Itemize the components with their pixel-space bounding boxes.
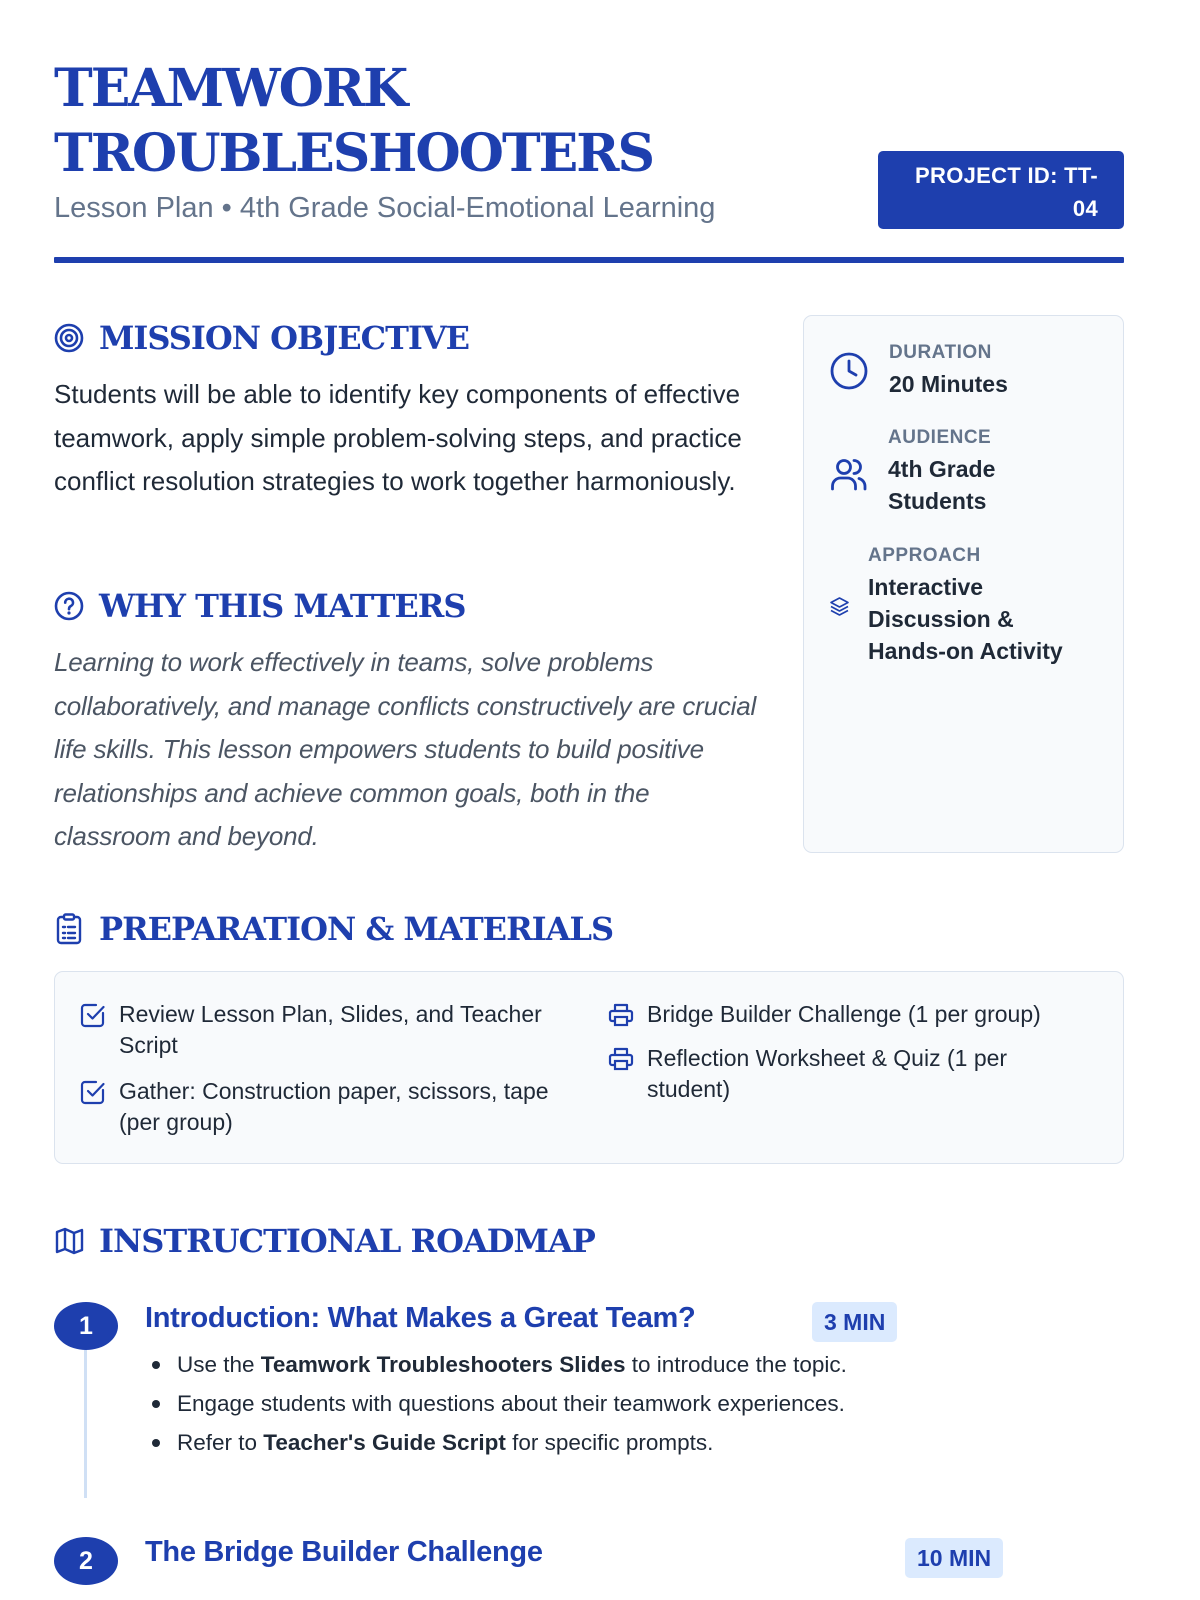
instructional-roadmap-heading [54,1221,595,1261]
users-icon [829,454,869,494]
duration-value: 20 Minutes [889,371,1008,397]
material-item [608,999,1108,1030]
step-number: 2 [54,1537,118,1585]
why-this-matters-text: Learning to work effectively in teams, solve problems collaboratively, and manage conflicts constructively are crucial life skills. This lesson empowers students to build positive relationships and achieve common goals, both in the classroom and beyond. [54,647,757,851]
printer-icon [608,1002,634,1028]
mission-objective-text: Students will be able to identify key components of effective teamwork, apply simple problem-solving steps, and practice conflict resolution strategies to work together harmoniously. [54,379,742,496]
step-duration-badge: 10 MIN [905,1538,1003,1578]
section-title: MISSION OBJECTIVE [99,319,470,357]
preparation-materials-heading [54,909,613,949]
target-icon [54,322,86,354]
step-duration-badge: 3 MIN [812,1302,897,1342]
material-item-text: Review Lesson Plan, Slides, and Teacher Script [119,1001,542,1058]
step-title: Introduction: What Makes a Great Team? [145,1302,696,1334]
layers-icon [829,596,850,617]
section-title: WHY THIS MATTERS [99,587,466,625]
clipboard-icon [54,913,86,945]
section-title: INSTRUCTIONAL ROADMAP [99,1222,595,1260]
project-id-badge: PROJECT ID: TT-04 [878,151,1124,229]
why-this-matters-heading [54,586,466,626]
header-divider [54,257,1124,263]
timeline-connector [84,1330,87,1498]
approach-label: APPROACH [868,545,981,566]
step-title: The Bridge Builder Challenge [145,1536,543,1568]
step-bullet: Use the Teamwork Troubleshooters Slides to introduce the topic. [148,1345,1048,1384]
material-item [608,1043,1078,1105]
page-subtitle: Lesson Plan • 4th Grade Social-Emotional Learning [54,192,716,224]
material-item-text: Reflection Worksheet & Quiz (1 per student) [647,1045,1008,1102]
duration-label: DURATION [889,342,992,363]
section-title: PREPARATION & MATERIALS [99,910,614,948]
approach-value: Interactive Discussion & Hands-on Activity [868,574,1063,664]
clock-icon [829,351,869,391]
material-item [80,1076,580,1138]
step-number: 1 [54,1302,118,1350]
checkbox-checked-icon [80,1002,106,1028]
step-bullet-list [148,1345,1048,1462]
checkbox-checked-icon [80,1079,106,1105]
step-bullet: Engage students with questions about their teamwork experiences. [148,1384,1048,1423]
printer-icon [608,1046,634,1072]
mission-objective-heading [54,318,469,358]
audience-label: AUDIENCE [888,427,992,448]
audience-value: 4th Grade Students [888,456,996,514]
map-icon [54,1225,86,1257]
material-item [80,999,580,1061]
step-bullet: Refer to Teacher's Guide Script for specific prompts. [148,1423,1048,1462]
material-item-text: Bridge Builder Challenge (1 per group) [647,1001,1041,1027]
page-title: TEAMWORK TROUBLESHOOTERS [54,58,654,184]
question-circle-icon [54,590,86,622]
material-item-text: Gather: Construction paper, scissors, tape (per group) [119,1078,549,1135]
